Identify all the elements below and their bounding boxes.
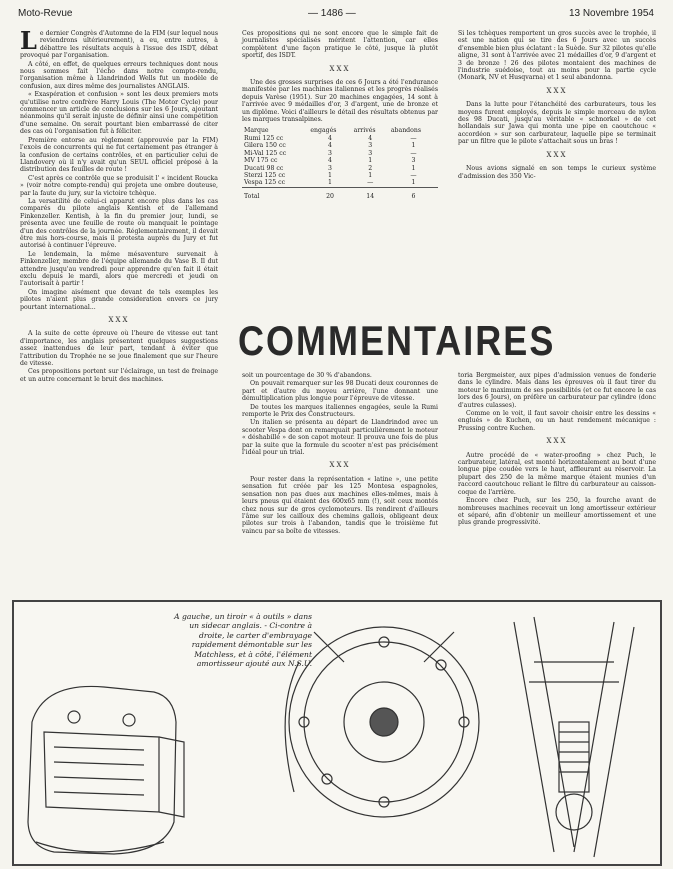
italian-brands-table (242, 127, 438, 200)
article-title: COMMENTAIRES (238, 317, 556, 365)
drop-cap: L (20, 26, 37, 55)
issue-date: 13 Novembre 1954 (568, 8, 654, 19)
paragraph: On pouvait remarquer sur les 98 Ducati deux couronnes de part et d'autre du moyeu arrière, l'une donnant une démultiplication plus longue pour l'épreuve de vitesse. (242, 380, 438, 403)
table-total-row: Total 20 14 6 (242, 187, 438, 200)
column-3-lower (458, 372, 656, 528)
paragraph: A côté, en effet, de quelques erreurs techniques dont nous nous sommes fait l'écho dans notre compte-rendu, l'organisation même à Llandrindod Wells fut un modèle de confusion, aux dires même des journalistes ANGLAIS. (20, 60, 218, 90)
table-row: Vespa 125 cc 1 — 1 (244, 179, 416, 187)
paragraph: Autre procédé de « water-proofing » chez Puch, le carburateur, latéral, est monté horizontalement au bout d'une longue pipe coudée vers le haut, affleurant au réservoir. La plupart des 250 de la même marque étaient munies d'un raccord caoutchouc reliant le filtre du carburateur au caisson-coque de l'arrière. (458, 451, 656, 496)
paragraph: Nous avions signalé en son temps le curieux système d'admission des 350 Vic- (458, 165, 656, 180)
sidecar-toolbox-icon (28, 686, 184, 854)
section-separator: XXX (329, 461, 351, 470)
table-row: Mi-Val 125 cc 3 3 — (244, 149, 417, 157)
fork-damper-icon (514, 617, 634, 857)
column-2-lower (242, 372, 438, 536)
paragraph: Comme on le voit, il faut savoir choisir entre les dessins « englués » de Kuchen, ou un haut rendement mécanique : Prussing contre Kuchen. (458, 410, 656, 432)
paragraph: « Exaspération et confusion » sont les deux premiers mots qu'utilise notre confrère Harry Louis (The Motor Cycle) pour commencer un article de conclusions sur les 6 Jours, ajoutant néanmoins qu'il serait injuste de définir ainsi une compétition d'une semaine. On serait pourtant bien embarrassé de citer des cas où l'organisation fut à féliciter. (20, 91, 218, 136)
table-row: Ducati 98 cc 3 2 1 (244, 164, 416, 172)
illustration-drawing (14, 602, 660, 864)
paragraph: Une des grosses surprises de ces 6 Jours a été l'endurance manifestée par les machines italiennes et les progrès réalisés depuis Varèse (1951). Sur 20 machines engagées, 14 sont à l'arrivée avec 9 médailles d'or, 3 d'argent, une de bronze et un diplôme. Voici d'ailleurs le détail des résultats obtenus par les marques transalpines. (242, 79, 438, 124)
paragraph: On imagine aisément que devant de tels exemples les pilotes n'aient plus grande consideration envers ce jury pourtant international... (20, 288, 218, 311)
table-row: Rumi 125 cc 4 4 — (244, 134, 417, 142)
section-separator: XXX (546, 86, 568, 95)
paragraph: Encore chez Puch, sur les 250, la fourche avant de nombreuses machines recevait un long amortisseur extérieur et séparé, afin d'obtenir un meilleur amortissement et une plus grande progressivité. (458, 497, 656, 527)
clutch-cover-icon (285, 627, 479, 817)
paragraph: toria Bergmeister, aux pipes d'admission venues de fonderie dans le cylindre. Mais dans les épreuves où il faut tirer du moteur le maximum de ses possibilités (et ce fut encore le cas lors des 6 Jours), on préfère un carburateur par cylindre (donc d'autres culasses). (458, 372, 656, 409)
section-separator: XXX (329, 64, 351, 73)
magazine-name: Moto-Revue (18, 8, 73, 19)
paragraph: La versatilité de celui-ci apparut encore plus dans les cas comparés du pilote anglais Kentish et de l'allemand Finkenzeller. Kentish, à la fin du premier jour, lundi, se présenta avec une feuille de route où manquait le pointage d'un des contrôles de la journée. Réglementairement, il devait être mis hors-course, mais il protesta auprès du Jury et fut autorisé à continuer l'épreuve. (20, 197, 218, 250)
table-header-row: Marque engagés arrivés abandons (244, 127, 422, 135)
column-3-upper (458, 30, 656, 181)
paragraph: De toutes les marques italiennes engagées, seule la Rumi remporte le Prix des Constructeurs. (242, 403, 438, 419)
lead-paragraph: Le dernier Congrès d'Automne de la FIM (sur lequel nous reviendrons ultérieurement), a eu, entre autres, à débattre les résultats acquis à l'issue des ISDT, débat provoqué par l'organisation. (20, 26, 218, 60)
paragraph: A la suite de cette épreuve où l'heure de vitesse eut tant d'importance, les anglais présentent quelques suggestions assez inattendues de leur part, tendant à éviter que l'attribution du Trophée ne se joue finalement que sur l'heure de vitesse. (20, 330, 218, 368)
paragraph: Un italien se présenta au départ de Llandrindod avec un scooter Vespa dont on remarquait particulièrement le moteur « déshabillé » de son capot moteur. Il prouva une fois de plus par la suite que la formule du scooter n'est pas précisément l'idéal pour un trial. (242, 419, 438, 457)
technical-illustration (12, 600, 662, 866)
paragraph: Ces propositions qui ne sont encore que le simple fait de journalistes spécialisés méritent l'attention, car elles complètent d'une façon pratique le côté, jusque là plutôt sportif, des ISDT. (242, 30, 438, 60)
column-1 (20, 26, 218, 384)
page-header (18, 8, 654, 22)
section-separator: XXX (108, 316, 130, 325)
paragraph: Si les tchèques remportent un gros succès avec le trophée, il est une nation qui se tire des 6 Jours avec un succès d'ensemble bien plus éclatant : la Suède. Sur 32 pilotes qu'elle aligne, 31 sont à l'arrivée avec 21 médailles d'or, 9 d'argent et 3 de bronze ! 26 des pilotes montaient des machines de l'industrie suédoise, tout au moins pour la partie cycle (Monark, NV et Husqvarna) et 1 seul abandonna. (458, 30, 656, 82)
column-2-upper (242, 30, 438, 202)
section-separator: XXX (546, 150, 568, 159)
paragraph: C'est après ce contrôle que se produisit l' « incident Roucka » (voir notre compte-rendu) qui projeta une ombre douteuse, par la faute du jury, sur la victoire tchèque. (20, 174, 218, 197)
paragraph: Pour rester dans la représentation « latine », une petite sensation fut créée par les 125 Montesa espagnoles, sensation non pas dues aux machines elles-mêmes, mais à leurs pneus qui étaient des 600x65 mm (!), soit ceux montés chez nous sur de gros cyclomoteurs. Ils rendirent d'ailleurs l'âme sur les cailloux des chemins gallois, obligeant deux pilotes sur trois à l'abandon, tandis que le troisième fut vaincu par sa boîte de vitesses. (242, 475, 438, 535)
table-row: Sterzi 125 cc 1 1 — (244, 171, 417, 179)
paragraph: Dans la lutte pour l'étanchéité des carburateurs, tous les moyens furent employés, depuis le simple morceau de nylon des 98 Ducati, jusqu'au véritable « schnorkel » de cet hollandais sur Jawa qui monta une pipe en caoutchouc « accordéon » sur son carburateur, laquelle pipe se terminait par un filtre que le pilote s'attachait sous un bras ! (458, 101, 656, 146)
table-row: Gilera 150 cc 4 3 1 (244, 142, 416, 150)
paragraph: soit un pourcentage de 30 % d'abandons. (242, 372, 372, 379)
paragraph: Ces propositions portent sur l'éclairage, un test de freinage et un autre concernant le bruit des machines. (20, 368, 218, 383)
illustration-caption: A gauche, un tiroir « à outils » dans un sidecar anglais. - Ci-contre à droite, le carter d'embrayage rapidement démontable sur les Matchless, et à côté, l'élément amortisseur ajouté aux N.S.U. (174, 612, 312, 669)
section-separator: XXX (546, 437, 568, 446)
page-number: — 1486 — (308, 8, 356, 19)
table-row: MV 175 cc 4 1 3 (244, 157, 416, 165)
paragraph: Le lendemain, la même mésaventure survenait à Finkenzeller, membre de l'équipe allemande du Vase B. Il dut attendre jusqu'au vendredi pour apprendre qu'en fait il était exclu depuis le mardi, alors que mercredi et jeudi on l'autorisait à partir ! (20, 250, 218, 288)
paragraph: Première entorse au règlement (approuvée par la FIM) l'excès de concurrents qui ne fut certainement pas étranger à la confusion de certains contrôles, et en particulier celui de Llandovery où il n'y avait qu'un SEUL officiel préposé à la distribution des feuilles de route ! (20, 136, 218, 174)
